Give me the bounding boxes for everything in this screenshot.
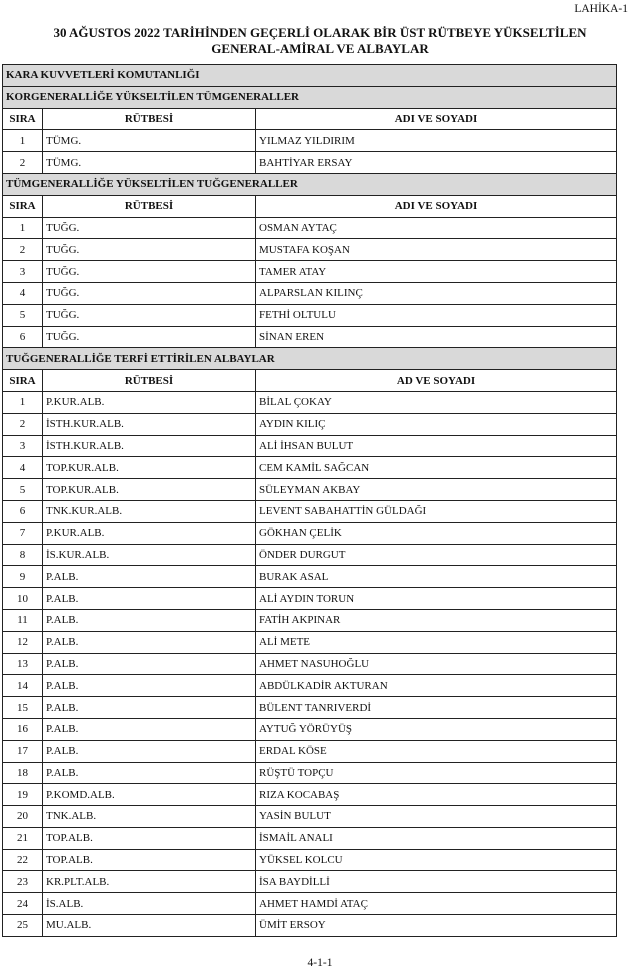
table-row [3, 697, 617, 719]
row-number: 19 [3, 784, 43, 806]
name-cell: RÜŞTÜ TOPÇU [256, 762, 617, 784]
rank-cell: P.ALB. [43, 718, 256, 740]
table-row [3, 806, 617, 828]
name-cell: AHMET NASUHOĞLU [256, 653, 617, 675]
table-row [3, 522, 617, 544]
table-row [3, 217, 617, 239]
row-number: 1 [3, 217, 43, 239]
row-number: 24 [3, 893, 43, 915]
rank-cell: TOP.KUR.ALB. [43, 479, 256, 501]
header-rutbesi: RÜTBESİ [43, 370, 256, 392]
table-row [3, 566, 617, 588]
rank-cell: TOP.ALB. [43, 849, 256, 871]
rank-cell: P.ALB. [43, 566, 256, 588]
name-cell: BAHTİYAR ERSAY [256, 152, 617, 174]
table-row [3, 827, 617, 849]
name-cell: OSMAN AYTAÇ [256, 217, 617, 239]
name-cell: CEM KAMİL SAĞCAN [256, 457, 617, 479]
command-row [3, 65, 617, 87]
rank-cell: TUĞG. [43, 261, 256, 283]
table-row [3, 653, 617, 675]
table-row [3, 413, 617, 435]
name-cell: İSMAİL ANALI [256, 827, 617, 849]
table-row [3, 435, 617, 457]
name-cell: AYTUĞ YÖRÜYÜŞ [256, 718, 617, 740]
rank-cell: TUĞG. [43, 282, 256, 304]
row-number: 4 [3, 457, 43, 479]
row-number: 3 [3, 261, 43, 283]
name-cell: AYDIN KILIÇ [256, 413, 617, 435]
promotion-table [2, 64, 617, 937]
rank-cell: TNK.ALB. [43, 806, 256, 828]
rank-cell: P.ALB. [43, 740, 256, 762]
table-row [3, 784, 617, 806]
rank-cell: P.ALB. [43, 675, 256, 697]
row-number: 18 [3, 762, 43, 784]
rank-cell: TUĞG. [43, 304, 256, 326]
row-number: 1 [3, 130, 43, 152]
row-number: 6 [3, 326, 43, 348]
row-number: 10 [3, 588, 43, 610]
name-cell: ALİ İHSAN BULUT [256, 435, 617, 457]
table-row [3, 740, 617, 762]
rank-cell: P.KUR.ALB. [43, 391, 256, 413]
page-number: 4-1-1 [307, 957, 333, 969]
row-number: 5 [3, 479, 43, 501]
table-row [3, 544, 617, 566]
rank-cell: TÜMG. [43, 152, 256, 174]
row-number: 2 [3, 413, 43, 435]
table-row [3, 479, 617, 501]
name-cell: ÜMİT ERSOY [256, 915, 617, 937]
row-number: 21 [3, 827, 43, 849]
header-adi-soyadi: ADI VE SOYADI [256, 108, 617, 130]
column-header-row [3, 195, 617, 217]
table-row [3, 718, 617, 740]
section-title: KORGENERALLİĞE YÜKSELTİLEN TÜMGENERALLER [3, 86, 617, 108]
table-row [3, 893, 617, 915]
name-cell: YILMAZ YILDIRIM [256, 130, 617, 152]
row-number: 17 [3, 740, 43, 762]
name-cell: ERDAL KÖSE [256, 740, 617, 762]
row-number: 16 [3, 718, 43, 740]
name-cell: ÖNDER DURGUT [256, 544, 617, 566]
header-adi-soyadi: ADI VE SOYADI [256, 195, 617, 217]
command-name: KARA KUVVETLERİ KOMUTANLIĞI [3, 65, 617, 87]
name-cell: YÜKSEL KOLCU [256, 849, 617, 871]
row-number: 6 [3, 500, 43, 522]
header-sira: SIRA [3, 108, 43, 130]
name-cell: SÜLEYMAN AKBAY [256, 479, 617, 501]
table-row [3, 130, 617, 152]
table-row [3, 326, 617, 348]
name-cell: TAMER ATAY [256, 261, 617, 283]
rank-cell: İSTH.KUR.ALB. [43, 413, 256, 435]
rank-cell: MU.ALB. [43, 915, 256, 937]
name-cell: SİNAN EREN [256, 326, 617, 348]
rank-cell: P.ALB. [43, 631, 256, 653]
table-row [3, 588, 617, 610]
table-row [3, 152, 617, 174]
row-number: 15 [3, 697, 43, 719]
table-row [3, 282, 617, 304]
name-cell: ALİ METE [256, 631, 617, 653]
name-cell: İSA BAYDİLLİ [256, 871, 617, 893]
rank-cell: P.ALB. [43, 588, 256, 610]
rank-cell: TÜMG. [43, 130, 256, 152]
rank-cell: İS.KUR.ALB. [43, 544, 256, 566]
name-cell: BÜLENT TANRIVERDİ [256, 697, 617, 719]
row-number: 20 [3, 806, 43, 828]
rank-cell: P.ALB. [43, 653, 256, 675]
rank-cell: P.KOMD.ALB. [43, 784, 256, 806]
column-header-row [3, 370, 617, 392]
row-number: 25 [3, 915, 43, 937]
row-number: 14 [3, 675, 43, 697]
table-row [3, 915, 617, 937]
rank-cell: TUĞG. [43, 239, 256, 261]
row-number: 4 [3, 282, 43, 304]
rank-cell: P.ALB. [43, 762, 256, 784]
header-sira: SIRA [3, 370, 43, 392]
document-title [0, 25, 640, 57]
row-number: 9 [3, 566, 43, 588]
row-number: 13 [3, 653, 43, 675]
rank-cell: TOP.KUR.ALB. [43, 457, 256, 479]
rank-cell: İS.ALB. [43, 893, 256, 915]
rank-cell: TUĞG. [43, 217, 256, 239]
section-title-row [3, 86, 617, 108]
section-title-row [3, 173, 617, 195]
rank-cell: P.KUR.ALB. [43, 522, 256, 544]
table-row [3, 500, 617, 522]
name-cell: MUSTAFA KOŞAN [256, 239, 617, 261]
title-line-1: 30 AĞUSTOS 2022 TARİHİNDEN GEÇERLİ OLARAK BİR ÜST RÜTBEYE YÜKSELTİLEN [53, 25, 587, 40]
name-cell: ALPARSLAN KILINÇ [256, 282, 617, 304]
table-row [3, 609, 617, 631]
name-cell: FATİH AKPINAR [256, 609, 617, 631]
row-number: 5 [3, 304, 43, 326]
rank-cell: P.ALB. [43, 697, 256, 719]
header-rutbesi: RÜTBESİ [43, 108, 256, 130]
row-number: 3 [3, 435, 43, 457]
promotion-table-body [3, 65, 617, 937]
table-row [3, 675, 617, 697]
section-title: TÜMGENERALLİĞE YÜKSELTİLEN TUĞGENERALLER [3, 173, 617, 195]
row-number: 2 [3, 239, 43, 261]
rank-cell: P.ALB. [43, 609, 256, 631]
rank-cell: TUĞG. [43, 326, 256, 348]
name-cell: ABDÜLKADİR AKTURAN [256, 675, 617, 697]
rank-cell: KR.PLT.ALB. [43, 871, 256, 893]
name-cell: GÖKHAN ÇELİK [256, 522, 617, 544]
name-cell: FETHİ OLTULU [256, 304, 617, 326]
rank-cell: TNK.KUR.ALB. [43, 500, 256, 522]
table-row [3, 391, 617, 413]
column-header-row [3, 108, 617, 130]
table-row [3, 261, 617, 283]
table-row [3, 849, 617, 871]
row-number: 2 [3, 152, 43, 174]
row-number: 11 [3, 609, 43, 631]
table-row [3, 631, 617, 653]
annex-label: LAHİKA-1 [574, 3, 628, 15]
table-row [3, 871, 617, 893]
table-row [3, 762, 617, 784]
name-cell: RIZA KOCABAŞ [256, 784, 617, 806]
name-cell: LEVENT SABAHATTİN GÜLDAĞI [256, 500, 617, 522]
row-number: 22 [3, 849, 43, 871]
title-line-2: GENERAL-AMİRAL VE ALBAYLAR [211, 41, 429, 56]
name-cell: ALİ AYDIN TORUN [256, 588, 617, 610]
section-title: TUĞGENERALLİĞE TERFİ ETTİRİLEN ALBAYLAR [3, 348, 617, 370]
name-cell: AHMET HAMDİ ATAÇ [256, 893, 617, 915]
row-number: 12 [3, 631, 43, 653]
table-row [3, 239, 617, 261]
row-number: 1 [3, 391, 43, 413]
name-cell: YASİN BULUT [256, 806, 617, 828]
table-row [3, 457, 617, 479]
section-title-row [3, 348, 617, 370]
table-row [3, 304, 617, 326]
row-number: 7 [3, 522, 43, 544]
row-number: 23 [3, 871, 43, 893]
name-cell: BİLAL ÇOKAY [256, 391, 617, 413]
rank-cell: İSTH.KUR.ALB. [43, 435, 256, 457]
header-sira: SIRA [3, 195, 43, 217]
header-rutbesi: RÜTBESİ [43, 195, 256, 217]
header-adi-soyadi: AD VE SOYADI [256, 370, 617, 392]
row-number: 8 [3, 544, 43, 566]
name-cell: BURAK ASAL [256, 566, 617, 588]
rank-cell: TOP.ALB. [43, 827, 256, 849]
